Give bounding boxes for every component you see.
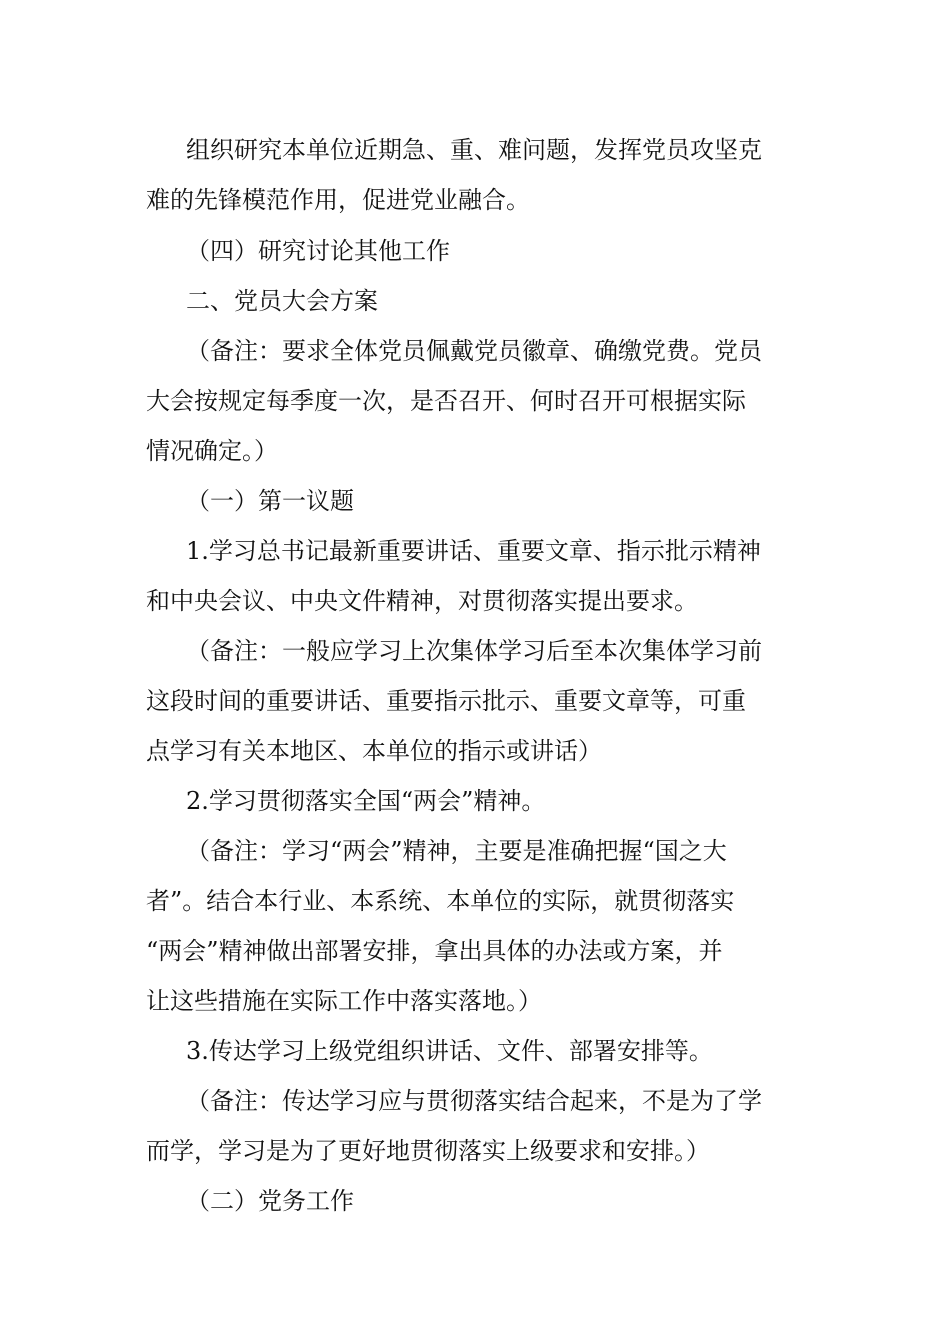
item-3-line: 3.传达学习上级党组织讲话、文件、部署安排等。 — [186, 1037, 713, 1065]
note-line: 情况确定。） — [146, 437, 278, 465]
item-1-line: 和中央会议、中央文件精神，对贯彻落实提出要求。 — [146, 587, 698, 615]
chapter-heading-2: 二、党员大会方案 — [186, 287, 378, 315]
item-2-line: 2.学习贯彻落实全国“两会”精神。 — [186, 787, 546, 815]
section-heading-1: （一）第一议题 — [186, 487, 354, 515]
note-line: 这段时间的重要讲话、重要指示批示、重要文章等，可重 — [146, 687, 746, 715]
item-1-line: 1.学习总书记最新重要讲话、重要文章、指示批示精神 — [186, 537, 761, 565]
paragraph-line: 难的先锋模范作用，促进党业融合。 — [146, 186, 530, 214]
note-line: 大会按规定每季度一次，是否召开、何时召开可根据实际 — [146, 387, 746, 415]
note-line: 让这些措施在实际工作中落实落地。） — [146, 987, 542, 1015]
section-heading-2: （二）党务工作 — [186, 1187, 354, 1215]
note-line: 点学习有关本地区、本单位的指示或讲话） — [146, 737, 602, 765]
note-line: （备注：一般应学习上次集体学习后至本次集体学习前 — [186, 637, 762, 665]
note-line: 而学，学习是为了更好地贯彻落实上级要求和安排。） — [146, 1137, 710, 1165]
section-heading-4: （四）研究讨论其他工作 — [186, 237, 450, 265]
paragraph-line: 组织研究本单位近期急、重、难问题，发挥党员攻坚克 — [186, 136, 762, 164]
note-line: 者”。结合本行业、本系统、本单位的实际，就贯彻落实 — [146, 887, 735, 915]
note-line: （备注：要求全体党员佩戴党员徽章、确缴党费。党员 — [186, 337, 762, 365]
note-line: “两会”精神做出部署安排，拿出具体的办法或方案，并 — [146, 937, 723, 965]
note-line: （备注：学习“两会”精神，主要是准确把握“国之大 — [186, 837, 727, 865]
note-line: （备注：传达学习应与贯彻落实结合起来，不是为了学 — [186, 1087, 762, 1115]
